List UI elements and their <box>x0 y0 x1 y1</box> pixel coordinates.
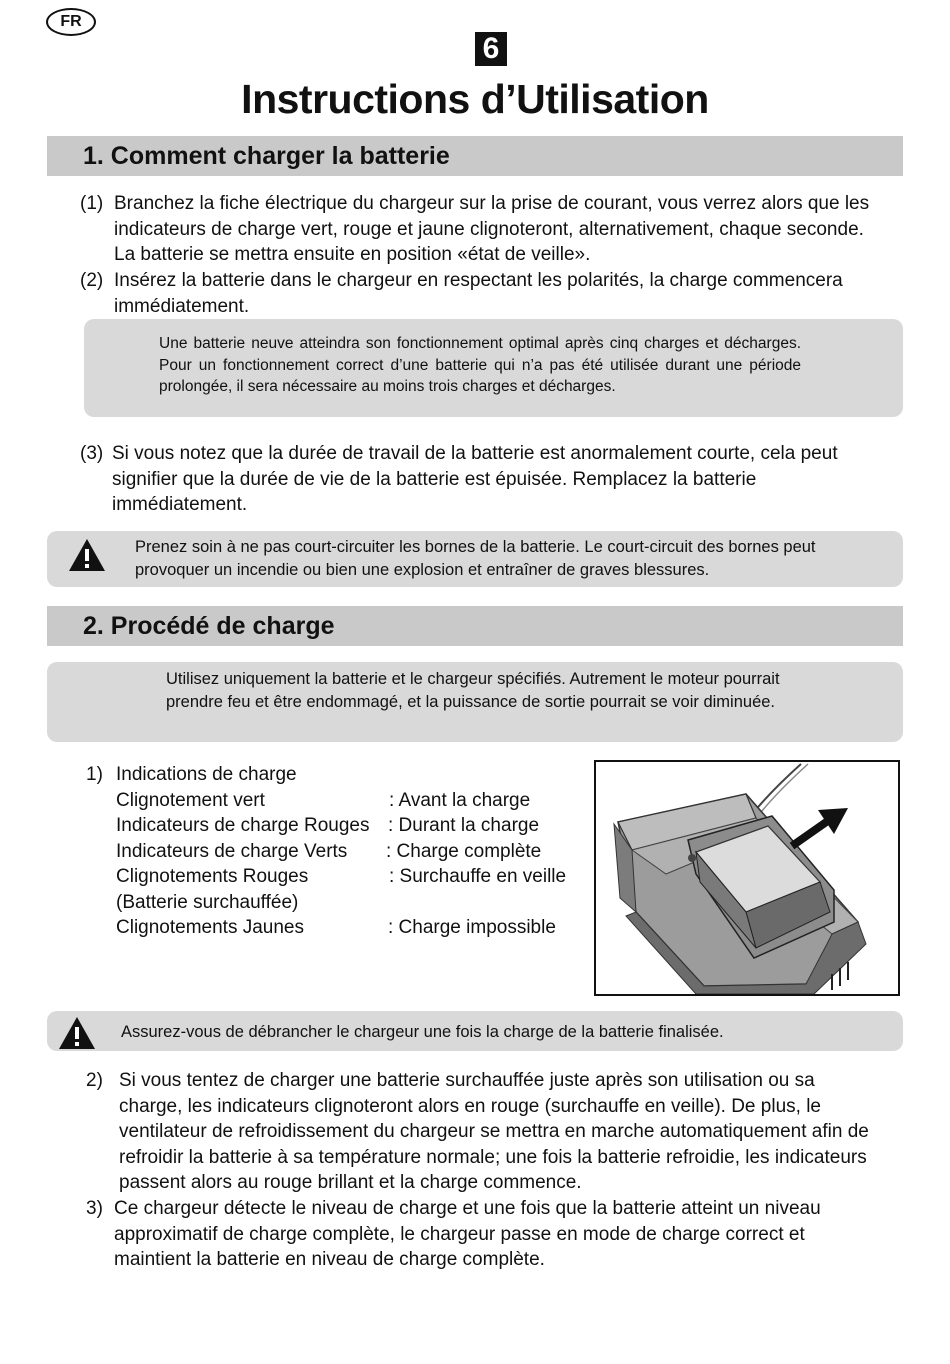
section-1-item-1 <box>80 191 890 268</box>
charge-indications-heading: Indications de charge <box>116 764 297 785</box>
indicator-label: Clignotements Rouges <box>116 866 309 887</box>
indicator-label: (Batterie surchauffée) <box>116 891 299 913</box>
item-number: 2) <box>86 1070 103 1091</box>
page-title: Instructions d’Utilisation <box>241 76 709 122</box>
item-text: Insérez la batterie dans le chargeur en respectant les polarités, la charge commencera immédiatement. <box>114 270 843 317</box>
indicator-meaning: : Charge complète <box>386 840 542 862</box>
section-1-item-3 <box>80 441 890 518</box>
section-1-note-box <box>84 319 903 417</box>
item-text: Branchez la fiche électrique du chargeur sur la prise de courant, vous verrez alors que les indicateurs de charge vert, rouge et jaune clignoteront, alternativement, chaque seconde. La batterie se mettra ensuite en position «état de veille». <box>114 193 870 265</box>
section-2-item-2 <box>86 1068 872 1196</box>
item-text: Ce chargeur détecte le niveau de charge et une fois que la batterie atteint un niveau approximatif de charge complète, le chargeur passe en mode de charge correct et maintient la batterie en niveau de charge complète. <box>114 1198 821 1270</box>
indicator-meaning: : Durant la charge <box>388 815 540 836</box>
indicator-meaning: : Surchauffe en veille <box>389 866 567 887</box>
language-badge <box>46 8 96 36</box>
section-2-note-box <box>47 662 903 742</box>
item-number: (1) <box>80 193 104 214</box>
item-number: 3) <box>86 1198 103 1219</box>
indicator-label: Clignotements Jaunes <box>116 917 304 938</box>
section-1-item-2 <box>80 268 890 319</box>
item-number: 1) <box>86 764 103 785</box>
note-text: Une batterie neuve atteindra son fonctionnement optimal après cinq charges et décharges. Pour un fonctionnement correct d’une batterie qui n’a pas été utilisée durant une période prolongée, il sera nécessaire au moins trois charges et décharges. <box>159 335 801 395</box>
indicator-meaning: : Avant la charge <box>389 789 531 811</box>
section-2-item-3 <box>86 1196 872 1273</box>
section-2-heading: 2. Procédé de charge <box>47 606 903 646</box>
indicator-label: Clignotement vert <box>116 789 265 811</box>
charger-with-battery-illustration <box>594 760 900 996</box>
item-text: Si vous tentez de charger une batterie surchauffée juste après son utilisation ou sa charge, les indicateurs clignoteront alors en rouge (surchauffe en veille). De plus, le ventilateur de refroidissement du chargeur se mettra en marche automatiquement afin de refroidir la batterie à sa température normale; une fois la batterie refroidie, les indicateurs passent alors au rouge brillant et la charge commence. <box>119 1070 869 1193</box>
indicator-label: Indicateurs de charge Rouges <box>116 815 370 836</box>
section-1-heading: 1. Comment charger la batterie <box>47 136 903 176</box>
language-code: FR <box>60 13 82 30</box>
section-1-warning-box <box>47 531 903 587</box>
warning-text: Assurez-vous de débrancher le chargeur une fois la charge de la batterie finalisée. <box>121 1023 724 1041</box>
section-2-warning-box <box>47 1011 903 1051</box>
warning-triangle-icon <box>57 1015 97 1051</box>
warning-triangle-icon <box>67 537 107 573</box>
warning-text: Prenez soin à ne pas court-circuiter les bornes de la batterie. Le court-circuit des bornes peut provoquer un incendie ou bien une explosion et entraîner de graves blessures. <box>135 538 816 579</box>
note-text: Utilisez uniquement la batterie et le chargeur spécifiés. Autrement le moteur pourrait prendre feu et être endommagé, et la puissance de sortie pourrait se voir diminuée. <box>166 670 780 711</box>
indicator-label: Indicateurs de charge Verts <box>116 840 348 862</box>
item-text: Si vous notez que la durée de travail de la batterie est anormalement courte, cela peut signifier que la durée de vie de la batterie est épuisée. Remplacez la batterie immédiatement. <box>112 443 838 515</box>
item-number: (3) <box>80 443 104 464</box>
indicator-meaning: : Charge impossible <box>388 917 556 938</box>
chapter-number: 6 <box>475 32 507 66</box>
item-number: (2) <box>80 270 104 291</box>
